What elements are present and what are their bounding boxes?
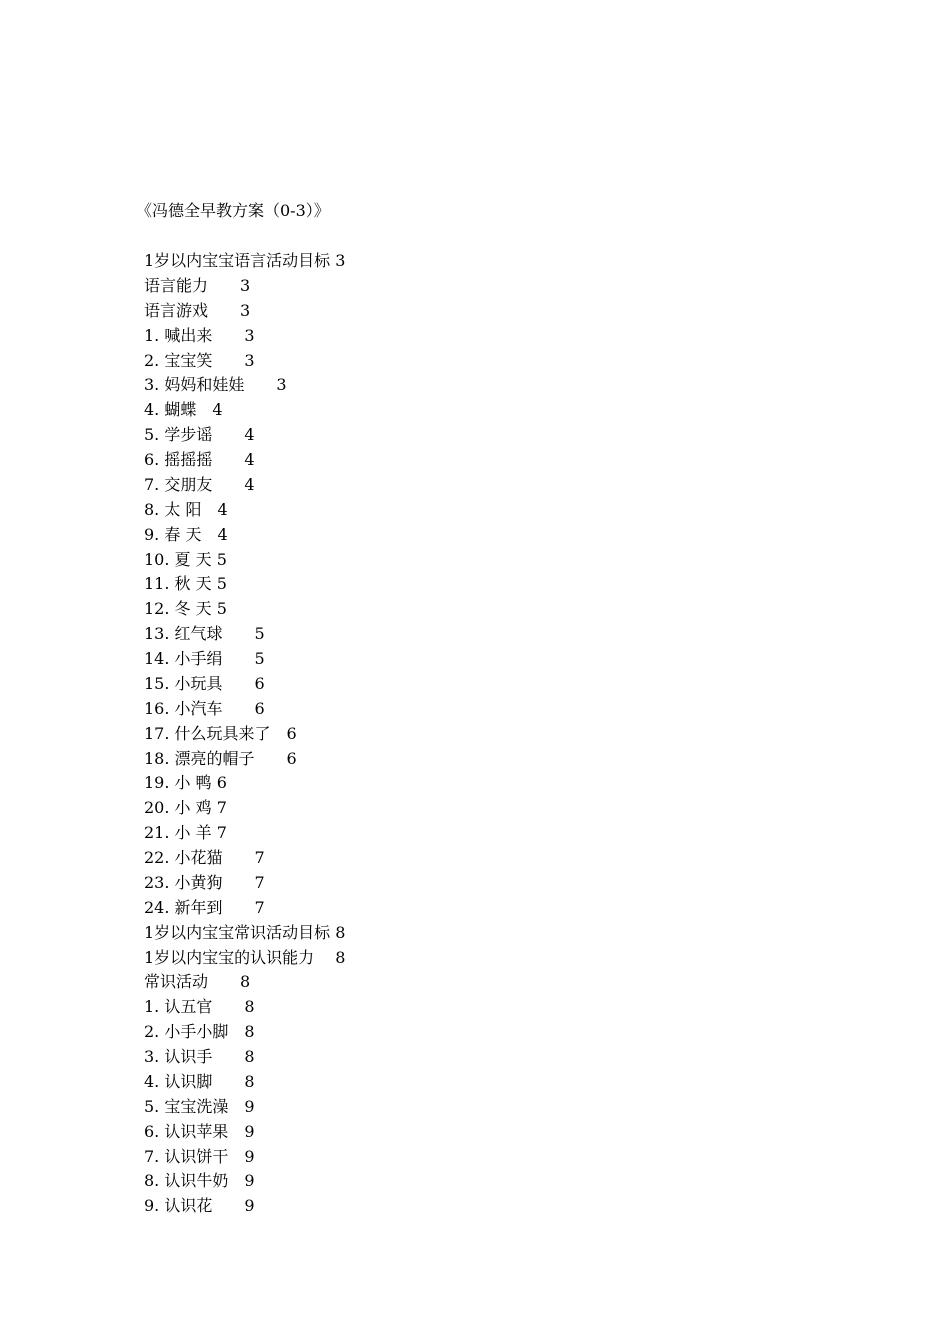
- toc-entry: 11. 秋 天 5: [144, 574, 227, 594]
- toc-entry: 24. 新年到 7: [144, 897, 265, 917]
- toc-entry: 21. 小 羊 7: [144, 823, 227, 843]
- table-of-contents: [144, 249, 844, 1219]
- toc-entry: 10. 夏 天 5: [144, 549, 227, 569]
- toc-entry: 7. 交朋友 4: [144, 474, 255, 494]
- toc-entry: 6. 认识苹果 9: [144, 1121, 255, 1141]
- toc-entry: 常识活动 8: [144, 972, 251, 992]
- toc-entry: 23. 小黄狗 7: [144, 872, 265, 892]
- toc-entry: 18. 漂亮的帽子 6: [144, 748, 297, 768]
- toc-entry: 9. 认识花 9: [144, 1196, 255, 1216]
- toc-entry: 9. 春 天 4: [144, 524, 228, 544]
- document-title: 《冯德全早教方案（0-3）》: [136, 201, 330, 220]
- toc-entry: 16. 小汽车 6: [144, 698, 265, 718]
- toc-entry: 1. 喊出来 3: [144, 325, 255, 345]
- toc-entry: 22. 小花猫 7: [144, 848, 265, 867]
- toc-entry: 8. 太 阳 4: [144, 499, 228, 519]
- toc-entry: 3. 妈妈和娃娃 3: [144, 375, 287, 395]
- toc-entry: 2. 宝宝笑 3: [144, 350, 255, 370]
- toc-entry: 8. 认识牛奶 9: [144, 1171, 255, 1191]
- toc-entry: 20. 小 鸡 7: [144, 798, 227, 818]
- toc-entry: 1岁以内宝宝的认识能力 8: [144, 947, 346, 967]
- toc-entry: 6. 摇摇摇 4: [144, 450, 255, 469]
- toc-entry: 12. 冬 天 5: [144, 599, 227, 619]
- toc-entry: 17. 什么玩具来了 6: [144, 723, 297, 743]
- toc-entry: 14. 小手绢 5: [144, 649, 265, 668]
- toc-entry: 语言游戏 3: [144, 300, 251, 320]
- toc-entry: 1. 认五官 8: [144, 997, 255, 1017]
- toc-entry: 5. 宝宝洗澡 9: [144, 1096, 255, 1116]
- toc-entry: 7. 认识饼干 9: [144, 1146, 255, 1166]
- toc-entry: 4. 认识脚 8: [144, 1071, 255, 1091]
- toc-entry: 19. 小 鸭 6: [144, 773, 227, 793]
- toc-entry: 1岁以内宝宝常识活动目标 8: [144, 922, 346, 942]
- toc-entry: 2. 小手小脚 8: [144, 1022, 255, 1042]
- toc-entry: 3. 认识手 8: [144, 1047, 255, 1066]
- toc-entry: 1岁以内宝宝语言活动目标 3: [144, 251, 346, 270]
- toc-entry: 15. 小玩具 6: [144, 673, 265, 693]
- toc-entry: 4. 蝴蝶 4: [144, 400, 223, 420]
- toc-entry: 语言能力 3: [144, 275, 251, 295]
- toc-entry: 13. 红气球 5: [144, 624, 265, 644]
- toc-entry: 5. 学步谣 4: [144, 425, 255, 445]
